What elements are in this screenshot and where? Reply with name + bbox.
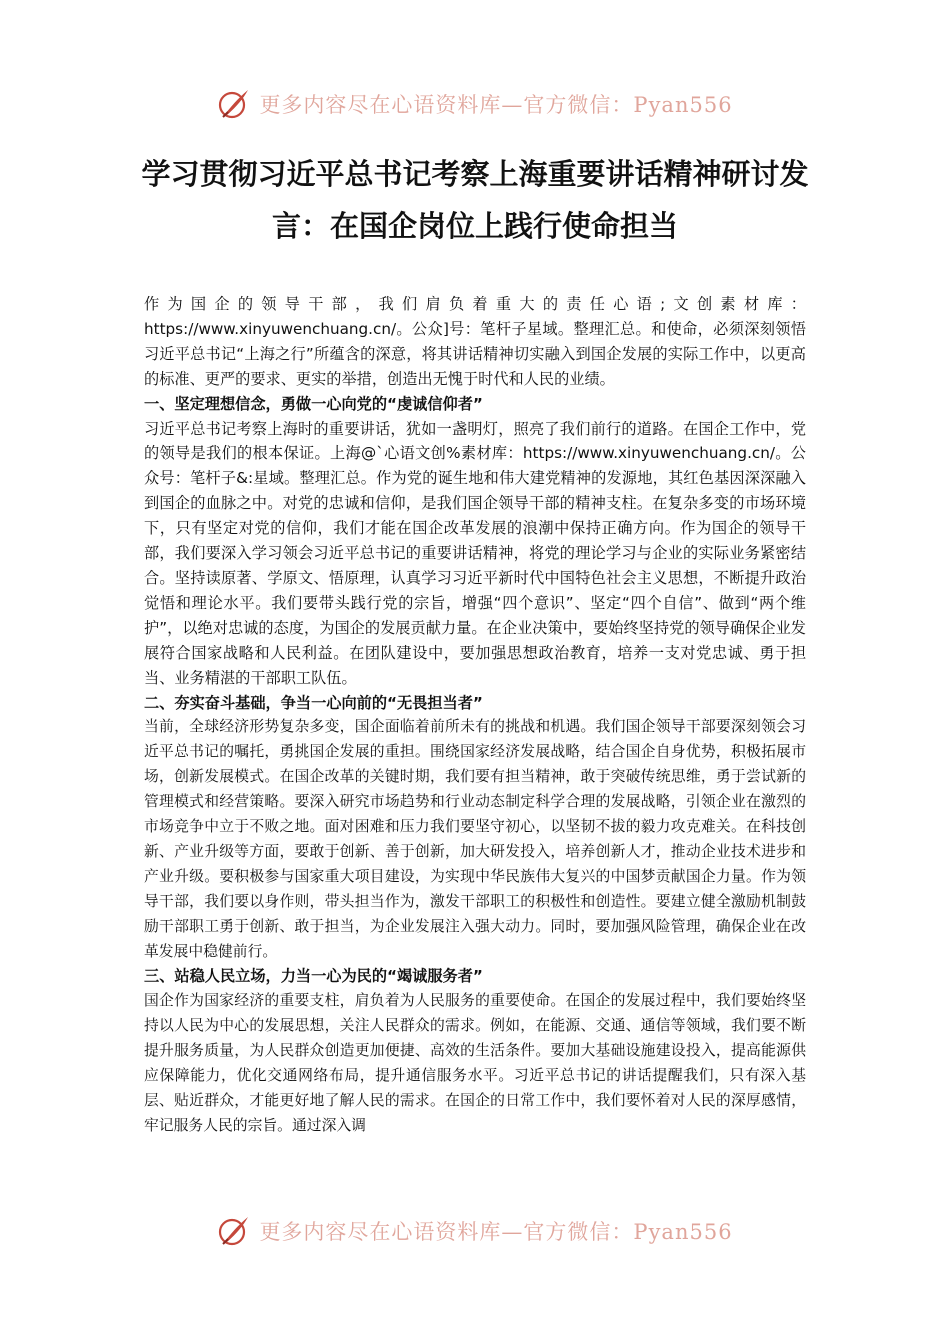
intro-paragraph: 作为国企的领导干部，我们肩负着重大的责任心语;文创素材库：https://www.xinyuwenchuang.cn/。公众]号：笔杆子星域。整理汇总。和使命，必须深刻领悟习近平总书记“上海之行”所蕴含的深意，将其讲话精神切实融入到国企发展的实际工作中，以更高的标准、更严的要求、更实的举措，创造出无愧于时代和人民的业绩。 <box>144 295 806 388</box>
quill-pen-logo-icon <box>217 87 251 121</box>
banner-text: 更多内容尽在心语资料库—官方微信：Pyan556 <box>259 1220 733 1244</box>
document-body <box>144 292 806 1139</box>
header-banner <box>0 84 950 124</box>
section-paragraph: 国企作为国家经济的重要支柱，肩负着为人民服务的重要使命。在国企的发展过程中，我们要始终坚持以人民为中心的发展思想，关注人民群众的需求。例如，在能源、交通、通信等领域，我们要不断提升服务质量，为人民群众创造更加便捷、高效的生活条件。要加大基础设施建设投入，提高能源供应保障能力，优化交通网络布局，提升通信服务水平。习近平总书记的讲话提醒我们，只有深入基层、贴近群众，才能更好地了解人民的需求。在国企的日常工作中，我们要怀着对人民的深厚感情，牢记服务人民的宗旨。通过深入调 <box>144 992 806 1134</box>
section-heading: 二、夯实奋斗基础，争当一心向前的“无畏担当者” <box>144 693 483 712</box>
section-paragraph: 当前，全球经济形势复杂多变，国企面临着前所未有的挑战和机遇。我们国企领导干部要深刻领会习近平总书记的嘱托，勇挑国企发展的重担。围绕国家经济发展战略，结合国企自身优势，积极拓展市场，创新发展模式。在国企改革的关键时期，我们要有担当精神，敢于突破传统思维，勇于尝试新的管理模式和经营策略。要深入研究市场趋势和行业动态制定科学合理的发展战略，引领企业在激烈的市场竞争中立于不败之地。面对困难和压力我们要坚守初心，以坚韧不拔的毅力攻克难关。在科技创新、产业升级等方面，要敢于创新、善于创新，加大研发投入，培养创新人才，推动企业技术进步和产业升级。要积极参与国家重大项目建设，为实现中华民族伟大复兴的中国梦贡献国企力量。作为领导干部，我们要以身作则，带头担当作为，激发干部职工的积极性和创造性。要建立健全激励机制鼓励干部职工勇于创新、敢于担当，为企业发展注入强大动力。同时，要加强风险管理，确保企业在改革发展中稳健前行。 <box>144 718 806 960</box>
banner-text: 更多内容尽在心语资料库—官方微信：Pyan556 <box>259 93 733 117</box>
section-heading: 三、站稳人民立场，力当一心为民的“竭诚服务者” <box>144 967 483 986</box>
section-heading: 一、坚定理想信念，勇做一心向党的“虔诚信仰者” <box>144 394 483 413</box>
quill-pen-logo-icon <box>217 1214 251 1248</box>
section-paragraph: 习近平总书记考察上海时的重要讲话，犹如一盏明灯，照亮了我们前行的道路。在国企工作中，党的领导是我们的根本保证。上海@`心语文创%素材库：https://www.xinyuwenchuang.cn/。公众号：笔杆子&:星域。整理汇总。作为党的诞生地和伟大建党精神的发源地，其红色基因深深融入到国企的血脉之中。对党的忠诚和信仰，是我们国企领导干部的精神支柱。在复杂多变的市场环境下，只有坚定对党的信仰，我们才能在国企改革发展的浪潮中保持正确方向。作为国企的领导干部，我们要深入学习领会习近平总书记的重要讲话精神，将党的理论学习与企业的实际业务紧密结合。坚持读原著、学原文、悟原理，认真学习习近平新时代中国特色社会主义思想，不断提升政治觉悟和理论水平。我们要带头践行党的宗旨，增强“四个意识”、坚定“四个自信”、做到“两个维护”，以绝对忠诚的态度，为国企的发展贡献力量。在企业决策中，要始终坚持党的领导确保企业发展符合国家战略和人民利益。在团队建设中，要加强思想政治教育，培养一支对党忠诚、勇于担当、业务精湛的干部职工队伍。 <box>144 419 806 687</box>
footer-banner <box>0 1211 950 1251</box>
document-title: 学习贯彻习近平总书记考察上海重要讲话精神研讨发言：在国企岗位上践行使命担当 <box>141 157 809 243</box>
